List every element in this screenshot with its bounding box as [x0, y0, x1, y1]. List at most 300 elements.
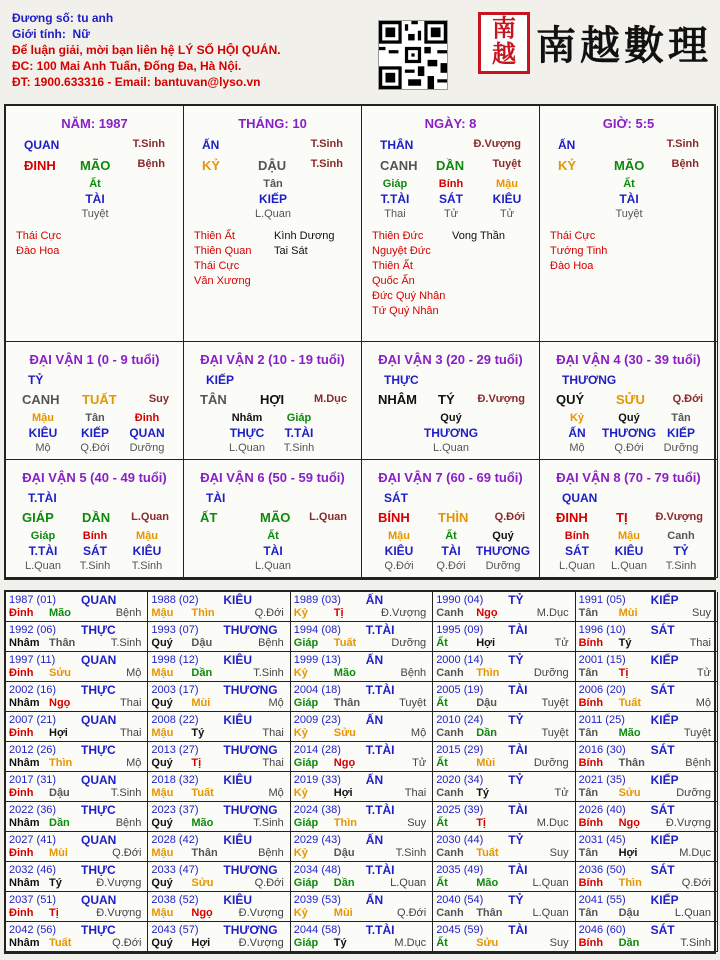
year-ten-god: TỶ — [508, 833, 524, 847]
year-can: Ất — [436, 877, 448, 889]
year-ten-god: QUAN — [81, 713, 117, 727]
year-can: Nhâm — [9, 817, 40, 829]
year-ten-god: TỶ — [508, 653, 524, 667]
dai-van-stage: Q.Đới — [672, 393, 703, 405]
hidden-can: Bính — [82, 530, 108, 542]
year-stage: T.Sinh — [680, 937, 711, 949]
year-cell — [6, 772, 148, 802]
year-can: Tân — [578, 607, 599, 619]
hidden-ten-god: TỶ — [673, 544, 689, 558]
hidden-stage: L.Quan — [24, 560, 62, 572]
pillar-star: Đào Hoa — [16, 245, 60, 257]
year-cell — [6, 592, 148, 622]
year-label: 2040 (54) — [436, 894, 484, 906]
pillar-ten-god: QUAN — [24, 138, 60, 152]
year-chi: Thân — [333, 697, 361, 709]
pillar-chi: MÃO — [80, 158, 111, 173]
hidden-ten-god: KIÊU — [384, 544, 414, 558]
hidden-stage: L.Quan — [610, 560, 648, 572]
hidden-can: Quý — [440, 412, 462, 424]
year-chi: Mùi — [618, 607, 638, 619]
hidden-ten-god: KIẾP — [666, 426, 695, 440]
pillar-cell — [540, 106, 718, 342]
year-label: 2041 (55) — [578, 894, 626, 906]
hidden-stage: Dưỡng — [485, 560, 521, 572]
year-cell — [433, 742, 575, 772]
year-cell — [576, 592, 718, 622]
year-cell — [576, 682, 718, 712]
year-label: 1997 (11) — [9, 654, 56, 666]
year-label: 2010 (24) — [436, 714, 484, 726]
year-stage: Q.Đới — [681, 877, 711, 889]
pillar-star: Thái Cực — [16, 230, 62, 242]
year-can: Bính — [578, 757, 604, 769]
pillar-star: Tai Sát — [274, 245, 308, 257]
year-cell — [576, 892, 718, 922]
year-can: Bính — [578, 697, 604, 709]
year-cell — [148, 622, 290, 652]
year-ten-god: ẤN — [365, 773, 384, 787]
year-can: Ất — [436, 817, 448, 829]
dai-van-cell — [184, 460, 362, 578]
year-label: 2001 (15) — [578, 654, 626, 666]
hidden-stage: T.Sinh — [79, 560, 111, 572]
year-stage: Thai — [262, 757, 284, 769]
dai-van-title: ĐẠI VẬN 6 (50 - 59 tuổi) — [200, 470, 345, 485]
year-label: 1995 (09) — [436, 624, 484, 636]
year-can: Quý — [151, 697, 173, 709]
year-stage: M.Dục — [394, 937, 427, 949]
year-cell — [291, 862, 433, 892]
hidden-ten-god: T.TÀI — [284, 426, 314, 440]
dai-van-cell — [540, 342, 718, 460]
year-chi: Dậu — [49, 787, 70, 799]
year-label: 2032 (46) — [9, 864, 57, 876]
year-cell — [576, 772, 718, 802]
year-chi: Tuất — [191, 787, 214, 799]
brand-seal: 南越 — [478, 12, 530, 74]
year-can: Giáp — [293, 937, 319, 949]
year-can: Nhâm — [9, 637, 40, 649]
pillar-ten-god-2: T.Sinh — [310, 138, 343, 150]
pillar-ten-god: THÂN — [380, 138, 414, 152]
hidden-ten-god: QUAN — [129, 426, 165, 440]
year-can: Canh — [436, 847, 464, 859]
year-cell — [148, 742, 290, 772]
hidden-stage: T.Sinh — [283, 442, 315, 454]
year-ten-god: KIÊU — [223, 593, 253, 607]
year-ten-god: T.TÀI — [365, 923, 395, 937]
year-cell — [576, 922, 718, 952]
year-label: 2028 (42) — [151, 834, 199, 846]
hidden-ten-god: TÀI — [85, 192, 105, 206]
year-ten-god: THƯƠNG — [223, 623, 278, 637]
year-can: Đinh — [9, 907, 34, 919]
hidden-stage: L.Quan — [558, 560, 596, 572]
year-can: Kỷ — [293, 907, 308, 919]
year-chi: Mão — [476, 877, 499, 889]
year-stage: Tử — [412, 757, 427, 769]
dai-van-cell — [184, 342, 362, 460]
hidden-can: Quý — [492, 530, 514, 542]
year-cell — [291, 772, 433, 802]
year-ten-god: QUAN — [81, 833, 117, 847]
year-stage: Dưỡng — [676, 787, 711, 799]
year-chi: Ngọ — [191, 907, 213, 919]
hidden-can: Mậu — [136, 530, 158, 542]
pillar-star: Thái Cực — [550, 230, 596, 242]
year-ten-god: THỰC — [81, 683, 116, 697]
year-chi: Dậu — [191, 637, 213, 649]
dai-van-can: CANH — [22, 392, 60, 407]
year-label: 2002 (16) — [9, 684, 57, 696]
dai-van-stage: Suy — [148, 393, 169, 405]
year-stage: Bệnh — [400, 667, 427, 679]
hidden-can: Ất — [445, 530, 457, 542]
year-stage: Đ.Vượng — [96, 907, 142, 919]
dai-van-chi: HỢI — [260, 392, 285, 407]
year-stage: Suy — [549, 937, 569, 949]
year-cell — [433, 682, 575, 712]
hidden-ten-god: KIẾP — [258, 192, 287, 206]
year-stage: Tử — [554, 637, 569, 649]
hidden-ten-god: TÀI — [619, 192, 639, 206]
year-chi: Sửu — [333, 727, 356, 739]
year-label: 2023 (37) — [151, 804, 199, 816]
year-cell — [148, 772, 290, 802]
year-cell — [148, 862, 290, 892]
year-stage: Tuyệt — [541, 697, 569, 709]
year-chi: Dần — [49, 817, 70, 829]
year-can: Canh — [436, 667, 464, 679]
year-stage: Mộ — [126, 667, 142, 679]
year-can: Đinh — [9, 847, 34, 859]
year-can: Canh — [436, 787, 464, 799]
year-chi: Thân — [49, 637, 76, 649]
year-label: 2034 (48) — [293, 864, 341, 876]
qr-code[interactable] — [378, 20, 448, 90]
year-cell — [148, 592, 290, 622]
pillar-star: Quốc Ấn — [372, 275, 415, 287]
hidden-ten-god: KIÊU — [492, 192, 522, 206]
year-chi: Mùi — [49, 847, 68, 859]
year-ten-god: THƯƠNG — [223, 863, 278, 877]
year-chi: Tuất — [333, 637, 357, 649]
year-stage: T.Sinh — [253, 667, 284, 679]
hidden-stage: Q.Đới — [614, 442, 644, 454]
dai-van-stage: Q.Đới — [494, 511, 525, 523]
year-label: 1998 (12) — [151, 654, 199, 666]
year-stage: Dưỡng — [391, 637, 427, 649]
pillar-star: Đức Quý Nhân — [372, 290, 446, 302]
year-cell — [6, 832, 148, 862]
year-can: Mậu — [151, 787, 174, 799]
year-label: 2004 (18) — [293, 684, 341, 696]
year-can: Kỷ — [293, 727, 308, 739]
year-chi: Tuất — [49, 937, 72, 949]
year-can: Mậu — [151, 607, 174, 619]
year-ten-god: THƯƠNG — [223, 743, 278, 757]
year-ten-god: TỶ — [508, 713, 524, 727]
year-stage: Bệnh — [115, 607, 142, 619]
year-cell — [433, 712, 575, 742]
year-chi: Ngọ — [49, 697, 71, 709]
dai-van-can: ĐINH — [556, 510, 588, 525]
year-can: Mậu — [151, 847, 174, 859]
year-label: 2035 (49) — [436, 864, 484, 876]
year-ten-god: TÀI — [508, 683, 528, 697]
year-cell — [433, 652, 575, 682]
year-label: 2019 (33) — [293, 774, 341, 786]
year-stage: Thai — [404, 787, 427, 799]
pillar-stage: Bệnh — [137, 158, 165, 170]
dai-van-ten-god: SÁT — [384, 491, 408, 505]
year-ten-god: KIÊU — [223, 833, 253, 847]
year-can: Kỷ — [293, 847, 308, 859]
year-can: Canh — [436, 907, 464, 919]
hidden-can: Ất — [267, 530, 279, 542]
year-label: 2030 (44) — [436, 834, 484, 846]
year-ten-god: KIẾP — [650, 773, 679, 787]
year-can: Giáp — [293, 637, 319, 649]
year-ten-god: QUAN — [81, 773, 117, 787]
year-chi: Thìn — [191, 607, 215, 619]
year-label: 2042 (56) — [9, 924, 57, 936]
year-can: Kỷ — [293, 607, 308, 619]
year-can: Đinh — [9, 607, 34, 619]
year-ten-god: KIẾP — [650, 893, 679, 907]
year-label: 2008 (22) — [151, 714, 199, 726]
year-ten-god: KIÊU — [223, 773, 253, 787]
hidden-can: Giáp — [286, 412, 312, 424]
hidden-stage: Tuyệt — [81, 208, 109, 220]
year-ten-god: THỰC — [81, 863, 116, 877]
pillar-star: Thiên Ất — [372, 260, 413, 272]
year-stage: M.Dục — [536, 817, 569, 829]
dai-van-title: ĐẠI VẬN 1 (0 - 9 tuổi) — [29, 352, 160, 367]
year-can: Canh — [436, 607, 464, 619]
year-chi: Hợi — [333, 787, 353, 799]
year-chi: Hợi — [476, 637, 496, 649]
hidden-stage: Q.Đới — [80, 442, 110, 454]
year-cell — [6, 712, 148, 742]
year-cell — [291, 922, 433, 952]
dai-van-title: ĐẠI VẬN 5 (40 - 49 tuổi) — [22, 470, 167, 485]
year-stage: Bệnh — [258, 637, 284, 649]
year-ten-god: THỰC — [81, 743, 116, 757]
hidden-stage: Mộ — [569, 442, 585, 454]
hidden-can: Bính — [438, 178, 464, 190]
pillar-stage: Bệnh — [671, 158, 699, 170]
dai-van-cell — [362, 460, 540, 578]
dai-van-can: GIÁP — [22, 510, 54, 525]
hidden-ten-god: ẤN — [568, 426, 586, 440]
hidden-ten-god: KIẾP — [80, 426, 109, 440]
year-chi: Mão — [49, 607, 71, 619]
year-can: Giáp — [293, 877, 319, 889]
year-chi: Ngọ — [476, 607, 498, 619]
dai-van-chi: TỊ — [616, 510, 628, 525]
year-ten-god: QUAN — [81, 893, 117, 907]
year-cell — [433, 922, 575, 952]
year-stage: Mộ — [268, 697, 284, 709]
dai-van-can: NHÂM — [378, 392, 417, 407]
hidden-stage: Dưỡng — [129, 442, 165, 454]
year-cell — [291, 742, 433, 772]
dai-van-title: ĐẠI VẬN 7 (60 - 69 tuổi) — [378, 470, 523, 485]
year-can: Kỷ — [293, 667, 308, 679]
hidden-stage: Dưỡng — [663, 442, 699, 454]
year-cell — [148, 712, 290, 742]
year-stage: M.Dục — [536, 607, 569, 619]
year-stage: L.Quan — [390, 877, 427, 889]
dai-van-stage: Đ.Vượng — [477, 393, 525, 405]
year-can: Giáp — [293, 817, 319, 829]
year-ten-god: KIÊU — [223, 653, 253, 667]
pillar-star: Thiên Ất — [194, 230, 235, 242]
year-cell — [291, 622, 433, 652]
year-stage: Suy — [549, 847, 569, 859]
year-cell — [291, 832, 433, 862]
pillar-can: KỶ — [202, 158, 221, 173]
year-chi: Ngọ — [333, 757, 356, 769]
hidden-ten-god: T.TÀI — [28, 544, 58, 558]
year-chi: Mùi — [191, 697, 211, 709]
year-chi: Thìn — [476, 667, 500, 679]
hidden-can: Bính — [564, 530, 590, 542]
year-ten-god: QUAN — [81, 653, 117, 667]
dai-van-ten-god: TỶ — [28, 373, 44, 387]
pillar-star: Văn Xương — [194, 275, 251, 287]
year-ten-god: SÁT — [650, 923, 675, 937]
year-cell — [148, 892, 290, 922]
year-can: Tân — [578, 787, 599, 799]
year-cell — [6, 622, 148, 652]
year-label: 2015 (29) — [436, 744, 484, 756]
year-label: 2036 (50) — [578, 864, 626, 876]
year-cell — [6, 892, 148, 922]
year-label: 2014 (28) — [293, 744, 341, 756]
year-ten-god: SÁT — [650, 623, 675, 637]
pillar-cell — [362, 106, 540, 342]
year-label: 2009 (23) — [293, 714, 341, 726]
year-stage: Mộ — [410, 727, 427, 739]
hidden-stage: Tử — [443, 208, 459, 220]
year-label: 2031 (45) — [578, 834, 626, 846]
year-chi: Dần — [618, 937, 640, 949]
year-can: Giáp — [293, 757, 319, 769]
pillar-stage: Tuyệt — [492, 158, 521, 170]
year-ten-god: KIẾP — [650, 713, 679, 727]
hidden-stage: Tử — [499, 208, 515, 220]
year-stage: L.Quan — [532, 877, 569, 889]
hidden-can: Ất — [89, 178, 101, 190]
pillar-ten-god-2: Đ.Vượng — [473, 138, 521, 150]
dai-van-title: ĐẠI VẬN 3 (20 - 29 tuổi) — [378, 352, 523, 367]
year-chi: Thìn — [333, 817, 358, 829]
year-cell — [6, 922, 148, 952]
year-cell — [6, 742, 148, 772]
hidden-can: Nhâm — [231, 412, 263, 424]
year-stage: Q.Đới — [254, 607, 284, 619]
year-chi: Hợi — [191, 937, 211, 949]
year-chi: Tý — [618, 637, 632, 649]
hidden-ten-god: SÁT — [439, 192, 463, 206]
year-stage: Đ.Vượng — [381, 607, 427, 619]
hidden-ten-god: THƯƠNG — [423, 426, 479, 440]
year-cell — [148, 652, 290, 682]
dai-van-chi: TÝ — [438, 392, 455, 407]
pillar-can: ĐINH — [24, 158, 56, 173]
pillar-cell — [184, 106, 362, 342]
year-stage: Đ.Vượng — [238, 907, 284, 919]
hidden-can: Mậu — [618, 530, 640, 542]
year-stage: Đ.Vượng — [238, 937, 284, 949]
year-ten-god: TÀI — [508, 803, 528, 817]
year-chi: Tị — [49, 907, 59, 919]
year-label: 1990 (04) — [436, 594, 484, 606]
pillar-star: Thiên Đức — [372, 230, 424, 242]
hidden-ten-god: SÁT — [83, 544, 107, 558]
year-chi: Dậu — [476, 697, 497, 709]
year-can: Nhâm — [9, 757, 40, 769]
year-label: 2005 (19) — [436, 684, 484, 696]
year-stage: T.Sinh — [110, 637, 142, 649]
phone-email-line: ĐT: 1900.633316 - Email: bantuvan@lyso.vn — [12, 75, 261, 89]
year-can: Quý — [151, 877, 173, 889]
pillar-star: Đào Hoa — [550, 260, 594, 272]
dai-van-title: ĐẠI VẬN 8 (70 - 79 tuổi) — [556, 470, 701, 485]
year-can: Kỷ — [293, 787, 308, 799]
year-chi: Tị — [476, 817, 486, 829]
year-can: Quý — [151, 757, 173, 769]
year-label: 1992 (06) — [9, 624, 57, 636]
pillar-star: Kình Dương — [274, 230, 335, 242]
year-label: 1987 (01) — [9, 594, 57, 606]
year-chi: Thân — [191, 847, 218, 859]
year-cell — [433, 832, 575, 862]
year-label: 2020 (34) — [436, 774, 484, 786]
year-ten-god: ẤN — [365, 653, 384, 667]
hidden-ten-god: KIÊU — [614, 544, 644, 558]
year-can: Nhâm — [9, 937, 40, 949]
year-stage: Mộ — [695, 697, 711, 709]
dai-van-can: QUÝ — [556, 392, 585, 407]
year-can: Nhâm — [9, 877, 40, 889]
pillar-cell — [6, 106, 184, 342]
hidden-can: Mậu — [496, 178, 518, 190]
year-chi: Mùi — [333, 907, 353, 919]
year-label: 2011 (25) — [578, 714, 625, 726]
year-can: Quý — [151, 637, 173, 649]
year-chi: Thìn — [49, 757, 73, 769]
hidden-can: Tân — [85, 412, 105, 424]
hidden-can: Mậu — [388, 530, 410, 542]
year-can: Tân — [578, 667, 599, 679]
year-label: 2029 (43) — [293, 834, 341, 846]
year-can: Tân — [578, 847, 599, 859]
year-can: Mậu — [151, 727, 174, 739]
year-stage: Tuyệt — [399, 697, 427, 709]
hidden-ten-god: KIÊU — [28, 426, 58, 440]
year-label: 2013 (27) — [151, 744, 199, 756]
hidden-can: Đinh — [134, 412, 160, 424]
hidden-stage: L.Quan — [228, 442, 266, 454]
year-stage: Thai — [119, 697, 142, 709]
year-ten-god: SÁT — [650, 863, 675, 877]
year-ten-god: SÁT — [650, 803, 675, 817]
year-cell — [433, 622, 575, 652]
